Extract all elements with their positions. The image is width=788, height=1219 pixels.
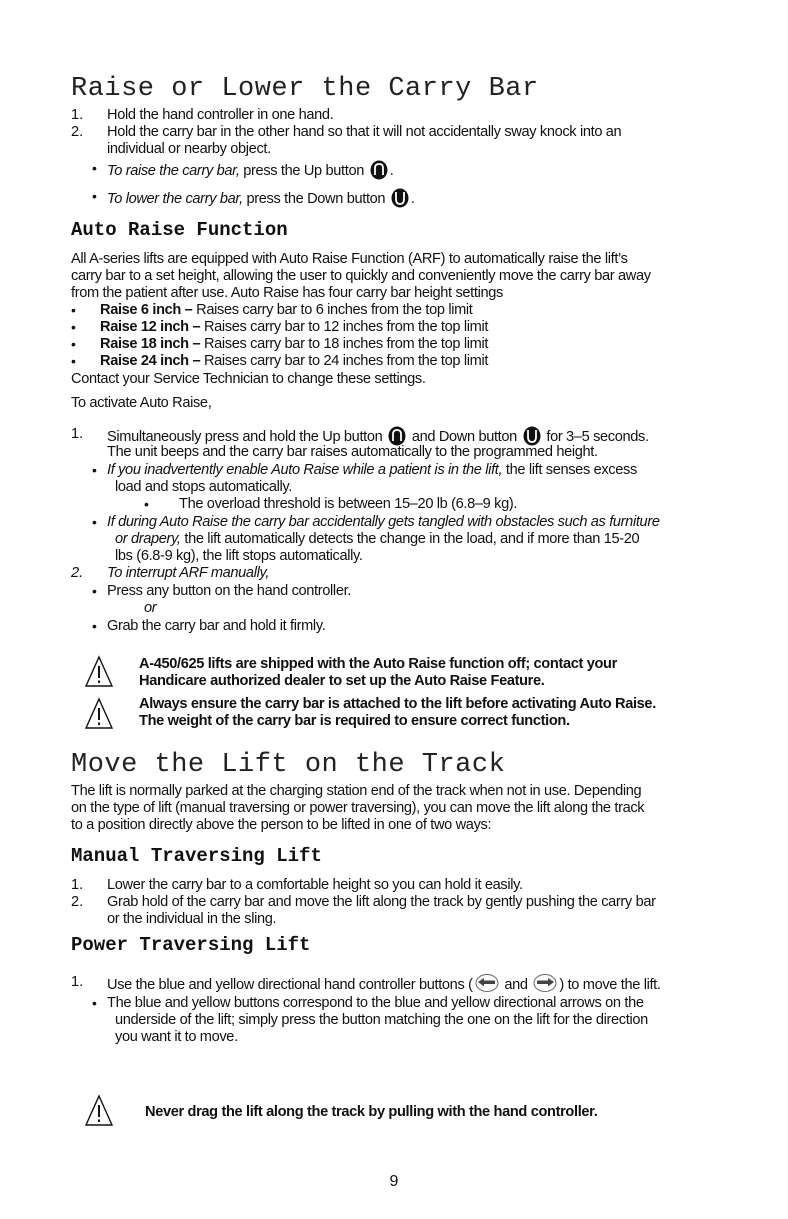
step-text-continued: individual or nearby object.: [107, 141, 271, 157]
activate-text-c: for 3–5 seconds.: [546, 429, 649, 445]
step-number: 1.: [71, 107, 84, 123]
interrupt-italic: To interrupt ARF manually,: [107, 565, 270, 581]
up-button-icon: [388, 426, 406, 446]
warning-text: A-450/625 lifts are shipped with the Auto Raise function off; contact your: [139, 656, 617, 672]
bullet: •: [92, 160, 97, 176]
setting-label: Raise 18 inch –: [100, 336, 201, 352]
setting-item: [100, 353, 488, 370]
setting-text: Raises carry bar to 24 inches from the top limit: [203, 353, 489, 369]
power-note-continued: you want it to move.: [115, 1029, 238, 1045]
bullet: •: [92, 514, 97, 530]
setting-text: Raises carry bar to 18 inches from the top limit: [203, 336, 489, 352]
warning-icon: [84, 697, 114, 731]
warning-text: Never drag the lift along the track by pulling with the hand controller.: [145, 1104, 598, 1120]
bullet: •: [92, 188, 97, 204]
down-button-icon: [523, 426, 541, 446]
setting-label: Raise 6 inch –: [100, 302, 193, 318]
or-text: [144, 600, 156, 617]
intro-line: from the patient after use. Auto Raise has four carry bar height settings: [71, 285, 503, 301]
up-button-icon: [370, 160, 388, 180]
section-title-auto-raise: Auto Raise Function: [71, 219, 288, 241]
bullet: •: [144, 496, 149, 512]
period: .: [389, 163, 394, 179]
power-note: The blue and yellow buttons correspond to the blue and yellow directional arrows on the: [107, 995, 644, 1011]
step-text: Lower the carry bar to a comfortable height so you can hold it easily.: [107, 877, 523, 893]
inadvertent-note-continued: load and stops automatically.: [115, 479, 292, 495]
interrupt-option: Grab the carry bar and hold it firmly.: [107, 618, 326, 634]
step-number: 1.: [71, 877, 84, 893]
power-text-a: Use the blue and yellow directional hand controller buttons (: [107, 977, 473, 993]
bullet: •: [71, 319, 76, 335]
bullet: •: [92, 583, 97, 599]
bullet: •: [71, 302, 76, 318]
setting-item: [100, 302, 473, 319]
interrupt-option: Press any button on the hand controller.: [107, 583, 351, 599]
setting-text: Raises carry bar to 12 inches from the top limit: [203, 319, 489, 335]
tangle-italic-2: or drapery,: [115, 531, 181, 547]
inadvertent-note: [107, 462, 637, 479]
power-text-b: and: [504, 977, 528, 993]
lower-instruction: [107, 188, 415, 208]
intro-line: to a position directly above the person to be lifted in one of two ways:: [71, 817, 492, 833]
step-number: 2.: [71, 894, 84, 910]
section-title-move-lift: Move the Lift on the Track: [71, 750, 506, 780]
down-button-icon: [391, 188, 409, 208]
power-step: [107, 974, 661, 994]
tangle-note: [107, 514, 660, 531]
left-arrow-button-icon: [475, 974, 499, 994]
activate-step: [107, 426, 649, 446]
tangle-note-continued: [115, 531, 639, 548]
power-text-c: ) to move the lift.: [559, 977, 661, 993]
bullet: •: [71, 353, 76, 369]
step-text: Hold the hand controller in one hand.: [107, 107, 334, 123]
right-arrow-button-icon: [533, 974, 557, 994]
activate-step-continued: The unit beeps and the carry bar raises automatically to the programmed height.: [107, 444, 598, 460]
intro-line: All A-series lifts are equipped with Auto Raise Function (ARF) to automatically raise the lift’s: [71, 251, 628, 267]
step-text-continued: or the individual in the sling.: [107, 911, 277, 927]
warning-text: The weight of the carry bar is required to ensure correct function.: [139, 713, 570, 729]
step-number: 1.: [71, 426, 84, 442]
lower-italic: To lower the carry bar,: [107, 191, 243, 207]
tangle-italic: If during Auto Raise the carry bar accidentally gets tangled with obstacles such as furniture: [107, 514, 660, 530]
section-title-manual-traversing: Manual Traversing Lift: [71, 845, 322, 867]
overload-threshold: The overload threshold is between 15–20 lb (6.8–9 kg).: [179, 496, 518, 512]
raise-italic: To raise the carry bar,: [107, 163, 240, 179]
setting-text: Raises carry bar to 6 inches from the top limit: [196, 302, 473, 318]
warning-icon: [84, 655, 114, 689]
bullet: •: [92, 618, 97, 634]
section-title-power-traversing: Power Traversing Lift: [71, 934, 311, 956]
inadvertent-italic: If you inadvertently enable Auto Raise while a patient is in the lift,: [107, 462, 503, 478]
tangle-text: the lift automatically detects the change in the load, and if more than 15-20: [184, 531, 640, 547]
power-note-continued: underside of the lift; simply press the button matching the one on the lift for the direction: [115, 1012, 648, 1028]
bullet: •: [71, 336, 76, 352]
tangle-note-continued: lbs (6.8-9 kg), the lift stops automatically.: [115, 548, 363, 564]
page-number: 9: [389, 1173, 399, 1190]
warning-text: Handicare authorized dealer to set up the Auto Raise Feature.: [139, 673, 545, 689]
interrupt-step: [107, 565, 269, 582]
bullet: •: [92, 462, 97, 478]
step-number: 2.: [71, 565, 84, 581]
warning-icon: [84, 1094, 114, 1128]
period: .: [410, 191, 415, 207]
lower-text: press the Down button: [246, 191, 386, 207]
to-activate-text: To activate Auto Raise,: [71, 395, 212, 411]
raise-text: press the Up button: [243, 163, 364, 179]
setting-item: [100, 336, 488, 353]
setting-label: Raise 12 inch –: [100, 319, 201, 335]
step-text: Grab hold of the carry bar and move the lift along the track by gently pushing the carry bar: [107, 894, 656, 910]
step-number: 1.: [71, 974, 84, 990]
activate-text-b: and Down button: [411, 429, 517, 445]
warning-text: Always ensure the carry bar is attached to the lift before activating Auto Raise.: [139, 696, 656, 712]
or-italic: or: [144, 600, 157, 616]
bullet: •: [92, 995, 97, 1011]
intro-line: The lift is normally parked at the charging station end of the track when not in use. Depending: [71, 783, 642, 799]
section-title-raise-lower: Raise or Lower the Carry Bar: [71, 74, 539, 104]
activate-text-a: Simultaneously press and hold the Up button: [107, 429, 383, 445]
step-text: Hold the carry bar in the other hand so that it will not accidentally sway knock into an: [107, 124, 622, 140]
setting-label: Raise 24 inch –: [100, 353, 201, 369]
raise-instruction: [107, 160, 393, 180]
contact-text: Contact your Service Technician to change these settings.: [71, 371, 426, 387]
intro-line: on the type of lift (manual traversing or power traversing), you can move the lift along the track: [71, 800, 645, 816]
setting-item: [100, 319, 488, 336]
intro-line: carry bar to a set height, allowing the user to quickly and conveniently move the carry bar away: [71, 268, 651, 284]
inadvertent-text: the lift senses excess: [505, 462, 637, 478]
step-number: 2.: [71, 124, 84, 140]
